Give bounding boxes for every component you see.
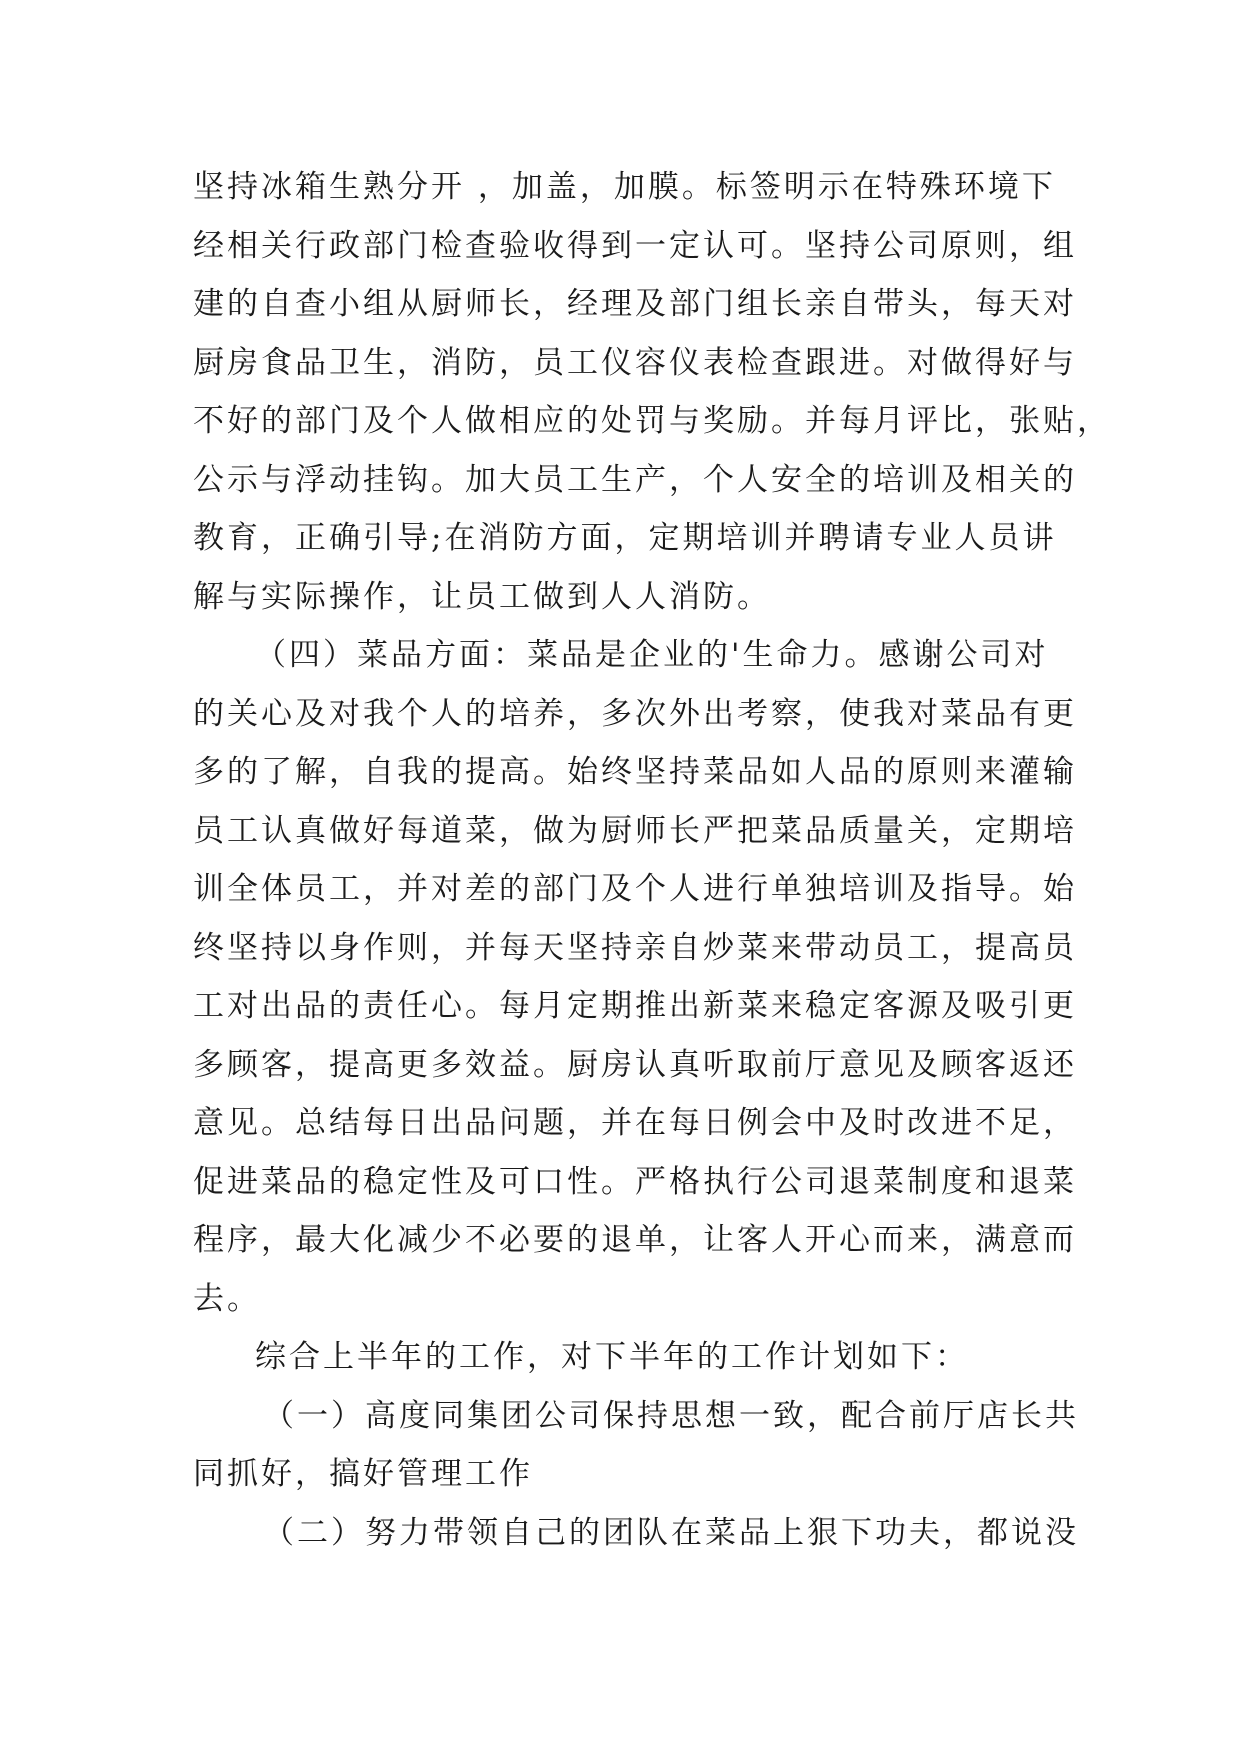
text-line: 多顾客，提高更多效益。厨房认真听取前厅意见及顾客返还 <box>193 1046 1077 1083</box>
text-line: 公示与浮动挂钩。加大员工生产，个人安全的培训及相关的 <box>193 461 1077 498</box>
text-line: 训全体员工，并对差的部门及个人进行单独培训及指导。始 <box>193 871 1077 907</box>
text-line: 程序，最大化减少不必要的退单，让客人开心而来，满意而 <box>193 1222 1077 1258</box>
plan-item-line: （一）高度同集团公司保持思想一致，配合前厅店长共 <box>263 1397 1079 1434</box>
text-line: 厨房食品卫生，消防，员工仪容仪表检查跟进。对做得好与 <box>193 344 1077 381</box>
text-line: 终坚持以身作则，并每天坚持亲自炒菜来带动员工，提高员 <box>193 929 1077 966</box>
body-text <box>193 158 1111 1562</box>
text-line: 教育，正确引导;在消防方面，定期培训并聘请专业人员讲 <box>193 520 1057 556</box>
text-line: 不好的部门及个人做相应的处罚与奖励。并每月评比，张贴， <box>193 403 1111 439</box>
text-line: 建的自查小组从厨师长，经理及部门组长亲自带头，每天对 <box>193 286 1077 322</box>
text-line: 多的了解，自我的提高。始终坚持菜品如人品的原则来灌输 <box>193 754 1077 790</box>
text-line: 意见。总结每日出品问题，并在每日例会中及时改进不足， <box>193 1105 1077 1141</box>
text-line: 工对出品的责任心。每月定期推出新菜来稳定客源及吸引更 <box>193 988 1077 1024</box>
text-line: 的关心及对我个人的培养，多次外出考察，使我对菜品有更 <box>193 695 1077 732</box>
text-line: 解与实际操作，让员工做到人人消防。 <box>193 578 771 615</box>
text-line: 促进菜品的稳定性及可口性。严格执行公司退菜制度和退菜 <box>193 1163 1077 1200</box>
text-line: 同抓好，搞好管理工作 <box>193 1456 533 1492</box>
text-line: 去。 <box>193 1280 261 1317</box>
section-heading-line: （四）菜品方面：菜品是企业的'生命力。感谢公司对 <box>255 637 1049 673</box>
plan-item-line: （二）努力带领自己的团队在菜品上狠下功夫，都说没 <box>263 1514 1079 1551</box>
text-line: 经相关行政部门检查验收得到一定认可。坚持公司原则，组 <box>193 227 1077 264</box>
text-line: 坚持冰箱生熟分开 ，加盖，加膜。标签明示在特殊环境下 <box>193 169 1056 205</box>
text-line: 员工认真做好每道菜，做为厨师长严把菜品质量关，定期培 <box>193 812 1077 849</box>
paragraph-line: 综合上半年的工作，对下半年的工作计划如下： <box>255 1339 969 1375</box>
